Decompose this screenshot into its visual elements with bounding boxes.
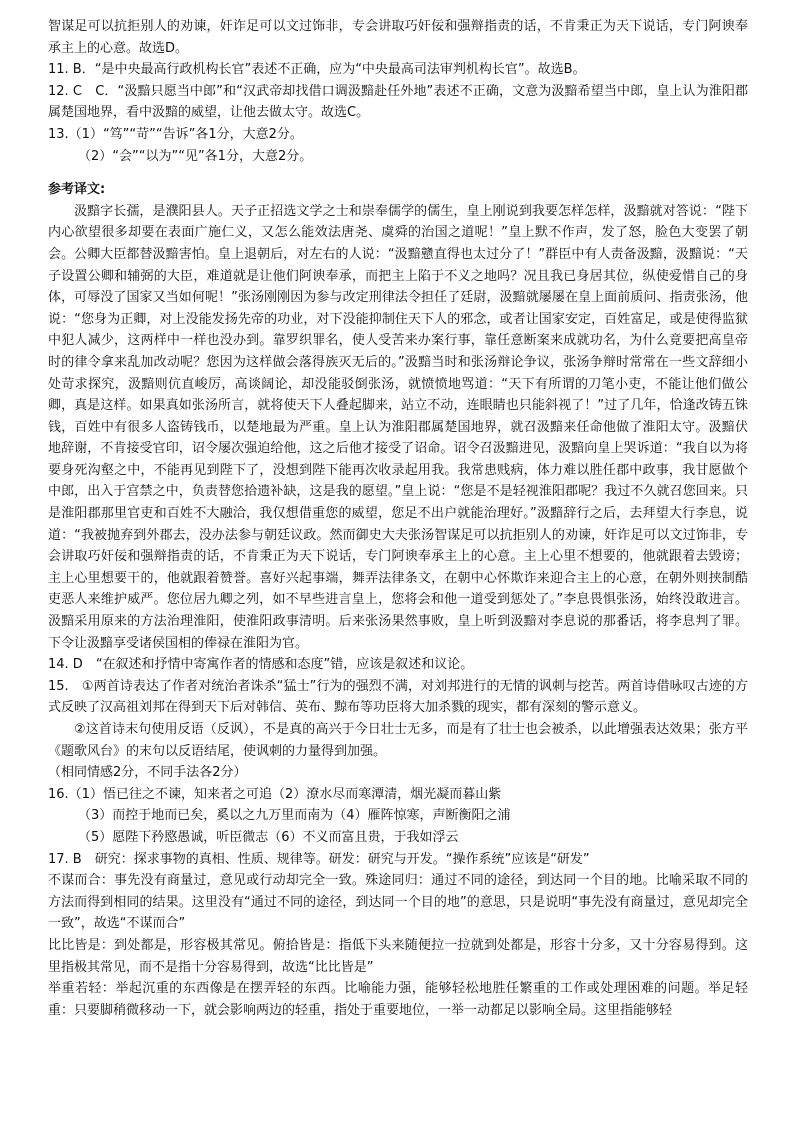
answer-13-part-2: （2）“会”“以为”“见”各1分，大意2分。 (78, 148, 313, 164)
reference-translation-heading: 参考译文: (48, 182, 106, 198)
answer-16-line-1: 16.（1）悟已往之不谏，知来者之可追（2）潦水尽而寒潭清，烟光凝而暮山紫 (48, 786, 502, 802)
answer-15-scoring: （相同情感2分，不同手法各2分） (48, 765, 247, 781)
answer-11: 11. B．“是中央最高行政机构长官”表述不正确，应为“中央最高司法审判机构长官”。故选B。 (48, 62, 586, 78)
answer-17-explanation-2: 比比皆是：到处都是，形容极其常见。俯拾皆是：指低下头来随便拉一拉就到处都是，形容十分多，又十分容易得到。这里指极其常见，而不是指十分容易得到，故选“比比皆是” (48, 937, 748, 975)
reference-translation-body: 汲黯字长孺，是濮阳县人。天子正招选文学之士和崇奉儒学的儒生，皇上刚说到我要怎样怎样，汲黯就对答说：“陛下内心欲望很多却要在表面广施仁义，又怎么能效法唐尧、虞舜的治国之道呢！”皇上默不作声，发了怒，脸色大变罢了朝会。公卿大臣都替汲黯害怕。皇上退朝后，对左右的人说：“汲黯戆直得也太过分了！”群臣中有人责备汲黯，汲黯说：“天子设置公卿和辅弼的大臣，难道就是让他们阿谀奉承，而把主上陷于不义之地吗？况且我已身居其位，纵使爱惜自己的身体，可辱没了国家又当如何呢！”张汤刚刚因为参与改定刑律法令担任了廷尉，汲黯就屡屡在皇上面前质问、指责张汤，他说：“您身为正卿，对上没能发扬先帝的功业，对下没能抑制住天下人的邪念，或者让国家安定，百姓富足，或是使得监狱中犯人减少，这两样中一样也没办到。靠罗织罪名，使人受苦来办案行事，靠任意断案来成就功名，为什么竟要把高皇帝时的律令拿来乱加改动呢？您因为这样做会落得族灭无后的。”汲黯当时和张汤辩论争议，张汤争辩时常常在一些文辞细小处苛求探究，汲黯则伉直峻厉，高谈阔论，却没能驳倒张汤，就愤愤地骂道：“天下有所谓的刀笔小吏，不能让他们做公卿，真是这样。如果真如张汤所言，就将使天下人叠起脚来，站立不动，连眼睛也只能斜视了！”过了几年，恰逢改铸五铢钱，百姓中有很多人盗铸钱币，以楚地最为严重。皇上认为淮阳郡属楚国地界，就召汲黯来任命他做了淮阳太守。汲黯伏地辞谢，不肯接受官印，诏令屡次强迫给他，这之后他才接受了诏命。诏令召汲黯进见，汲黯向皇上哭诉道：“我自以为将要身死沟壑之中，不能再见到陛下了，没想到陛下能再次收录起用我。我常患贱病，体力难以胜任郡中政事，我甘愿做个中郎，出入于宫禁之中，负责替您拾遗补缺，这是我的愿望。”皇上说：“您是不是轻视淮阳郡呢？我过不久就召您回来。只是淮阳郡那里官吏和百姓不大融洽，我仅想借重您的威望，您足不出户就能治理好。”汲黯辞行之后，去拜望大行李息，说道：“我被抛弃到外郡去，没办法参与朝廷议政。然而御史大夫张汤智谋足可以抗拒别人的劝谏，奸诈足可以文过饰非，专会讲取巧奸佞和强辩指责的话，不肯秉正为天下说话，专门阿谀奉承主上的心意。主上心里不想要的，他就跟着去毁谤；主上心里想要干的，他就跟着赞誉。喜好兴起事端，舞弄法律条文，在朝中心怀欺诈来迎合主上的心意，在朝外则挟制酷吏恶人来维护威严。您位居九卿之列，如不早些进言皇上，您将会和他一道受到惩处了。”李息畏惧张汤，始终没敢进言。汲黯采用原来的方法治理淮阳，使淮阳政事清明。后来张汤果然事败，皇上听到汲黯对李息说的那番话，将李息判了罪。下令让汲黯享受诸侯国相的俸禄在淮阳为官。 (48, 203, 748, 651)
answer-15-point-2: ②这首诗末句使用反语（反讽），不是真的高兴于今日壮士无多，而是有了壮士也会被杀，以此增强表达效果；张方平《题歌风台》的末句以反语结尾，使讽刺的力量得到加强。 (48, 722, 748, 759)
answer-13-part-1: 13.（1）“笃”“苛”“告诉”各1分，大意2分。 (48, 126, 303, 142)
answer-17: 17. B 研究：探求事物的真相、性质、规律等。研发：研究与开发。“操作系统”应该是“研发” (48, 851, 590, 867)
answer-15-point-1: 15. ①两首诗表达了作者对统治者诛杀“猛士”行为的强烈不满，对刘邦进行的无情的讽刺与挖苦。两首诗借咏叹古迹的方式反映了汉高祖刘邦在得到天下后对韩信、英布、黥布等功臣将大加杀戮的现实，都有深刻的警示意义。 (48, 678, 748, 716)
answer-16-line-2: （3）而控于地而已矣，奚以之九万里而南为（4）雁阵惊寒，声断衡阳之浦 (78, 808, 511, 824)
answer-17-explanation-3: 举重若轻：举起沉重的东西像是在摆弄轻的东西。比喻能力强，能够轻松地胜任繁重的工作或处理困难的问题。举足轻重：只要脚稍微移动一下，就会影响两边的轻重，指处于重要地位，一举一动都足以影响全局。这里指能够轻 (48, 981, 748, 1018)
answer-16-line-3: （5）愿陛下矜愍愚诚，听臣微志（6）不义而富且贵，于我如浮云 (78, 829, 459, 845)
answer-12: 12. C C．“汲黯只愿当中郎”和“汉武帝却找借口调汲黯赴任外地”表述不正确，文意为汲黯希望当中郎，皇上认为淮阳郡属楚国地界，看中汲黯的威望，让他去做太守。故选C。 (48, 83, 748, 121)
answer-17-explanation-1: 不谋而合：事先没有商量过，意见或行动却完全一致。殊途同归：通过不同的途径，到达同一个目的地。比喻采取不同的方法而得到相同的结果。这里没有“通过不同的途径，到达同一个目的地”的意思，只是说明“事先没有商量过，意见却完全一致”，故选“不谋而合” (48, 873, 748, 932)
answer-key-document (48, 16, 748, 1021)
answer-14: 14. D “在叙述和抒情中寄寓作者的情感和态度”错，应该是叙述和议论。 (48, 657, 474, 673)
continued-paragraph: 智谋足可以抗拒别人的劝谏，奸诈足可以文过饰非，专会讲取巧奸佞和强辩指责的话，不肯秉正为天下说话，专门阿谀奉承主上的心意。故选D。 (48, 19, 748, 56)
